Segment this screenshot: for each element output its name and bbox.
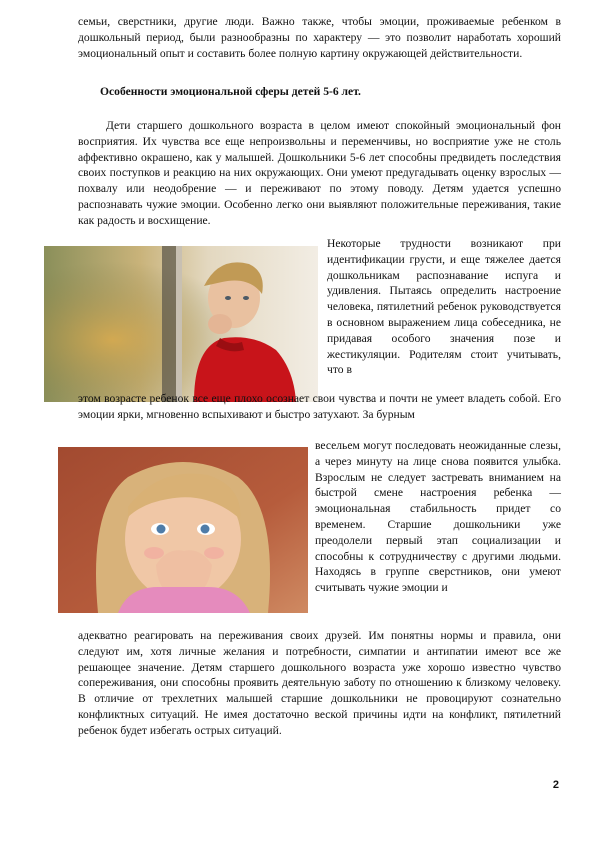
paragraph-2: Некоторые трудности возникают при идентификации грусти, и еще тяжелее дается дошкольникам распознавание испуга и удивления. Пытаясь определить настроение человека, пятилетний ребенок руководствуется в основном выражением лица собеседника, не придавая особого значения позе и жестикуляции. Родителям стоит учитывать, что в (327, 237, 561, 377)
paragraph-1: Дети старшего дошкольного возраста в целом имеют спокойный эмоциональный фон восприятия. Их чувства все еще непроизвольны и переменчивы, но восприятие уже не столь аффективно окрашено, как у малышей. Дошкольники 5-6 лет способны предвидеть последствия своих поступков и реакцию на них окружающих. Они умеют предугадывать оценку взрослых — похвалу или неодобрение — и переживают по этому поводу. Детям удается успешно распознавать чужие эмоции. Особенно легко они выявляют положительные переживания, такие как радость и восхищение. (78, 119, 561, 227)
section-heading: Особенности эмоциональной сферы детей 5-6 лет. (100, 85, 361, 98)
paragraph-4: весельем могут последовать неожиданные слезы, а через минуту на лице снова появится улыбка. Взрослым не следует застревать вниманием на быстрой смене настроения ребенка — эмоциональная стабильность придет со временем. Старшие дошкольники уже преодолели первый этап социализации и способны к сотрудничеству с другими людьми. Находясь в группе сверстников, они умеют считывать чужие эмоции и (315, 439, 561, 595)
intro-paragraph: семьи, сверстники, другие люди. Важно также, чтобы эмоции, проживаемые ребенком в дошкольный период, были разнообразны по характеру — это позволит наработать хороший эмоциональный опыт и составить более полную картину окружающей действительности. (78, 15, 561, 60)
photo-boy-at-window (44, 246, 318, 402)
paragraph-5: адекватно реагировать на переживания своих друзей. Им понятны нормы и правила, они следуют им, хотя личные желания и потребности, симпатии и антипатии имеют все же решающее значение. Детям старшего дошкольного возраста уже хорошо известно чувство сопереживания, они способны проявить деятельную заботу по отношению к близкому человеку. В отличие от трехлетних малышей старшие дошкольники не провоцируют сознательно конфликтных ситуаций. Не имея достаточно веской причины идти на конфликт, пятилетний ребенок будет избегать острых ситуаций. (78, 629, 561, 737)
page-number: 2 (552, 779, 559, 791)
photo-smiling-girl (58, 447, 308, 613)
paragraph-3: этом возрасте ребенок все еще плохо осознает свои чувства и почти не умеет владеть собой. Его эмоции ярки, мгновенно вспыхивают и быстро затухают. За бурным (78, 392, 561, 421)
